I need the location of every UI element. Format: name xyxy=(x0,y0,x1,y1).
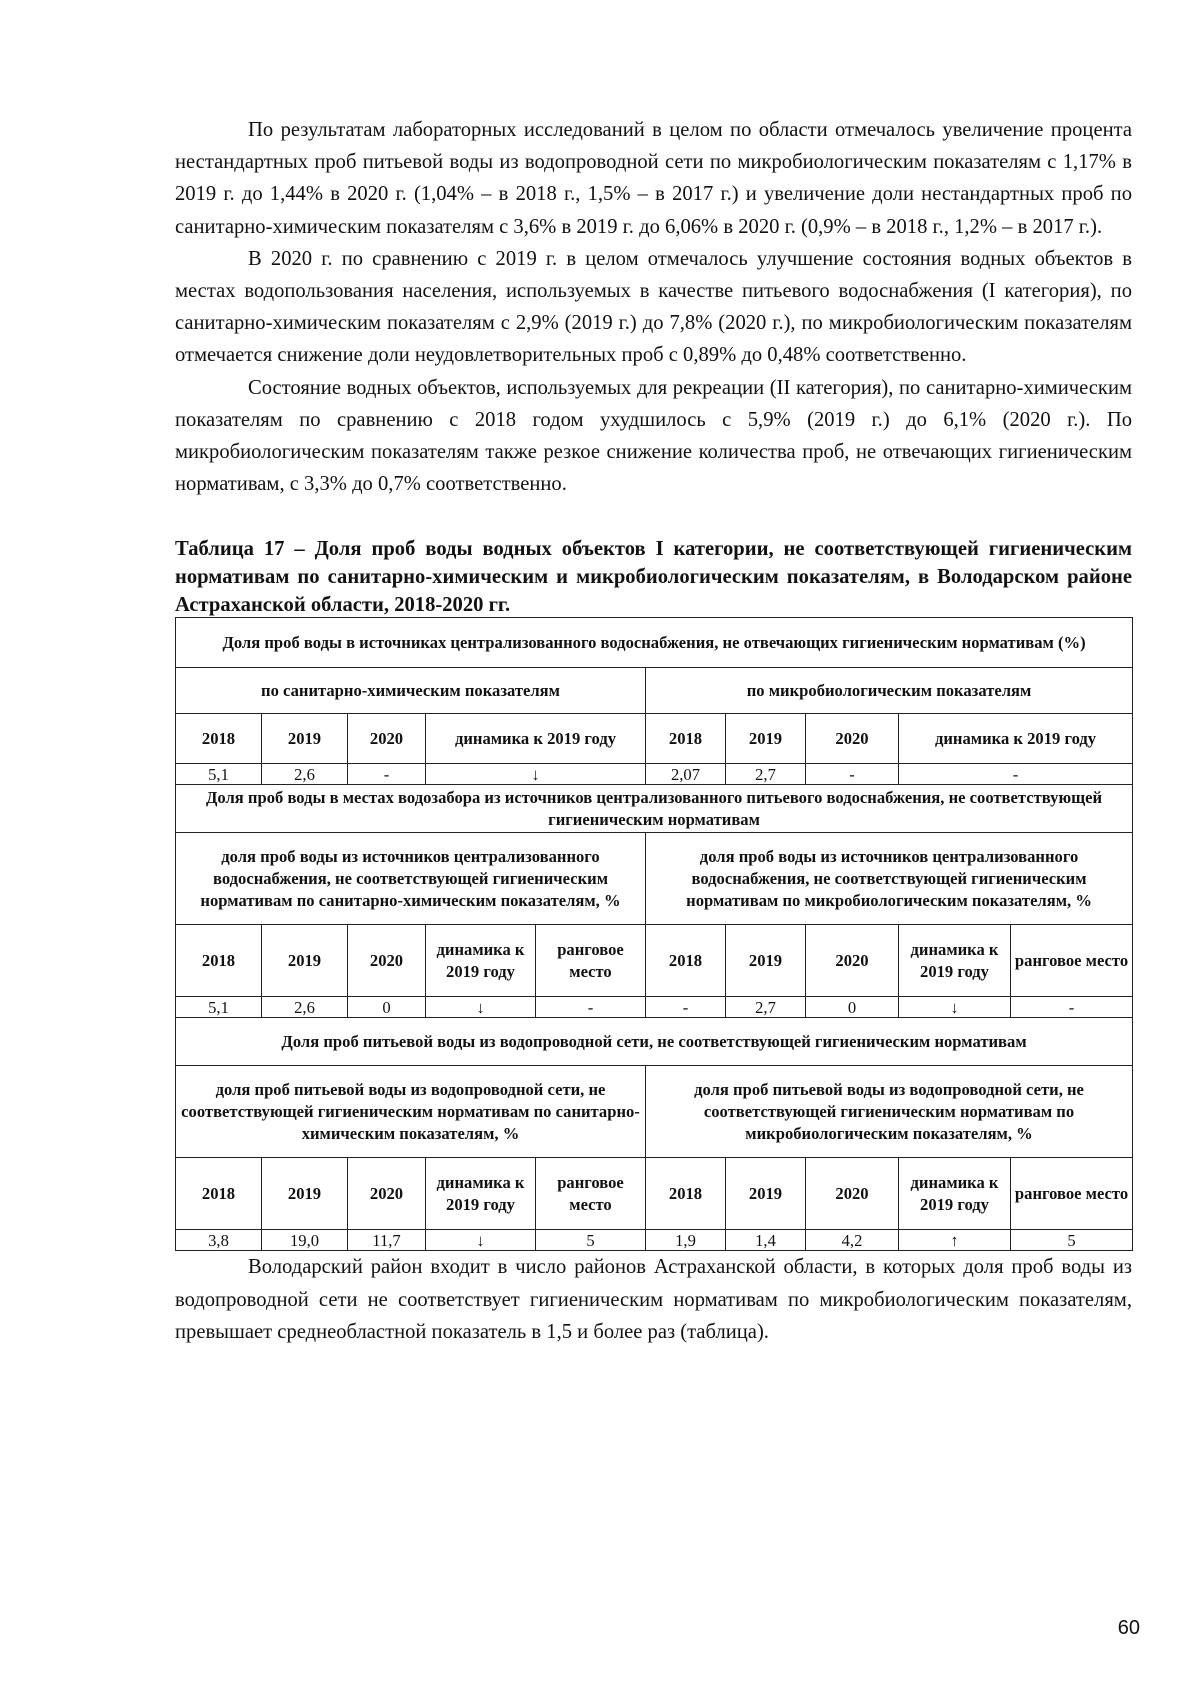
column-header: ранговое место xyxy=(536,925,646,997)
table-cell: - xyxy=(806,764,899,785)
group-header: по санитарно-химическим показателям xyxy=(176,668,646,714)
column-header: динамика к 2019 году xyxy=(426,925,536,997)
page-body xyxy=(175,114,1132,1348)
section-title: Доля проб воды в источниках централизованного водоснабжения, не отвечающих гигиеническим нормативам (%) xyxy=(176,618,1133,668)
paragraph: По результатам лабораторных исследований в целом по области отмечалось увеличение процента нестандартных проб питьевой воды из водопроводной сети по микробиологическим показателям с 1,17% в 2019 г. до 1,44% в 2020 г. (1,04% – в 2018 г., 1,5% – в 2017 г.) и увеличение доли нестандартных проб по санитарно-химическим показателям с 3,6% в 2019 г. до 6,06% в 2020 г. (0,9% – в 2018 г., 1,2% – в 2017 г.). xyxy=(175,119,1132,238)
table-cell: 2,6 xyxy=(262,997,348,1018)
column-header: ранговое место xyxy=(1011,925,1133,997)
column-header: 2018 xyxy=(646,1158,726,1230)
column-header: 2019 xyxy=(726,714,806,764)
table-cell: 0 xyxy=(806,997,899,1018)
column-header: динамика к 2019 году xyxy=(899,925,1011,997)
table-cell: 2,7 xyxy=(726,997,806,1018)
column-header: 2020 xyxy=(348,1158,426,1230)
column-header: 2020 xyxy=(806,1158,899,1230)
table-cell: 2,6 xyxy=(262,764,348,785)
paragraph: В 2020 г. по сравнению с 2019 г. в целом отмечалось улучшение состояния водных объектов в местах водопользования населения, используемых в качестве питьевого водоснабжения (I категория), по санитарно-химическим показателям с 2,9% (2019 г.) до 7,8% (2020 г.), по микробиологическим показателям отмечается снижение доли неудовлетворительных проб с 0,89% до 0,48% соответственно. xyxy=(175,247,1132,367)
table-cell: 3,8 xyxy=(176,1230,262,1251)
column-header: 2020 xyxy=(348,714,426,764)
table-cell: ↓ xyxy=(426,1230,536,1251)
column-header: 2020 xyxy=(348,925,426,997)
table-cell: 5 xyxy=(1011,1230,1133,1251)
section-title: Доля проб питьевой воды из водопроводной сети, не соответствующей гигиеническим нормативам xyxy=(176,1018,1133,1066)
table-cell: 1,9 xyxy=(646,1230,726,1251)
table-cell: 4,2 xyxy=(806,1230,899,1251)
table-cell: - xyxy=(536,997,646,1018)
column-header: ранговое место xyxy=(536,1158,646,1230)
group-header: доля проб питьевой воды из водопроводной сети, не соответствующей гигиеническим нормативам по микробиологическим показателям, % xyxy=(646,1066,1133,1158)
column-header: 2018 xyxy=(646,925,726,997)
column-header: динамика к 2019 году xyxy=(899,1158,1011,1230)
table-cell: - xyxy=(348,764,426,785)
table-cell: - xyxy=(899,764,1133,785)
table-cell: 2,7 xyxy=(726,764,806,785)
table-cell: 11,7 xyxy=(348,1230,426,1251)
page-number: 60 xyxy=(1117,1617,1140,1639)
table-cell: ↓ xyxy=(426,764,646,785)
table-cell: - xyxy=(646,997,726,1018)
column-header: 2019 xyxy=(262,1158,348,1230)
column-header: динамика к 2019 году xyxy=(426,1158,536,1230)
column-header: ранговое место xyxy=(1011,1158,1133,1230)
section-title: Доля проб воды в местах водозабора из источников централизованного питьевого водоснабжения, не соответствующей гигиеническим нормативам xyxy=(176,785,1133,833)
table-cell: 1,4 xyxy=(726,1230,806,1251)
table-cell: ↓ xyxy=(426,997,536,1018)
column-header: 2019 xyxy=(262,925,348,997)
table-cell: ↑ xyxy=(899,1230,1011,1251)
column-header: 2019 xyxy=(726,1158,806,1230)
column-header: 2018 xyxy=(176,714,262,764)
column-header: 2019 xyxy=(262,714,348,764)
table-cell: 5,1 xyxy=(176,997,262,1018)
column-header: 2018 xyxy=(176,925,262,997)
table-cell: 5 xyxy=(536,1230,646,1251)
column-header: динамика к 2019 году xyxy=(899,714,1133,764)
table-caption: Таблица 17 – Доля проб воды водных объектов I категории, не соответствующей гигиеническим нормативам по санитарно-химическим и микробиологическим показателям, в Володарском районе Астраханской области, 2018-2020 гг. xyxy=(175,538,1132,617)
table-cell: 0 xyxy=(348,997,426,1018)
table-cell: 5,1 xyxy=(176,764,262,785)
paragraph: Володарский район входит в число районов Астраханской области, в которых доля проб воды из водопроводной сети не соответствует гигиеническим нормативам по микробиологическим показателям, превышает среднеобластной показатель в 1,5 и более раз (таблица). xyxy=(175,1256,1132,1343)
table-cell: ↓ xyxy=(899,997,1011,1018)
column-header: 2019 xyxy=(726,925,806,997)
group-header: по микробиологическим показателям xyxy=(646,668,1133,714)
column-header: 2020 xyxy=(806,714,899,764)
group-header: доля проб питьевой воды из водопроводной сети, не соответствующей гигиеническим нормативам по санитарно-химическим показателям, % xyxy=(176,1066,646,1158)
column-header: динамика к 2019 году xyxy=(426,714,646,764)
column-header: 2018 xyxy=(646,714,726,764)
group-header: доля проб воды из источников централизованного водоснабжения, не соответствующей гигиеническим нормативам по санитарно-химическим показателям, % xyxy=(176,833,646,925)
data-table xyxy=(175,617,1133,1251)
column-header: 2020 xyxy=(806,925,899,997)
paragraph: Состояние водных объектов, используемых для рекреации (II категория), по санитарно-химическим показателям по сравнению с 2018 годом ухудшилось с 5,9% (2019 г.) до 6,1% (2020 г.). По микробиологическим показателям также резкое снижение количества проб, не отвечающих гигиеническим нормативам, с 3,3% до 0,7% соответственно. xyxy=(175,376,1132,496)
table-cell: 2,07 xyxy=(646,764,726,785)
column-header: 2018 xyxy=(176,1158,262,1230)
table-cell: - xyxy=(1011,997,1133,1018)
table-cell: 19,0 xyxy=(262,1230,348,1251)
group-header: доля проб воды из источников централизованного водоснабжения, не соответствующей гигиеническим нормативам по микробиологическим показателям, % xyxy=(646,833,1133,925)
